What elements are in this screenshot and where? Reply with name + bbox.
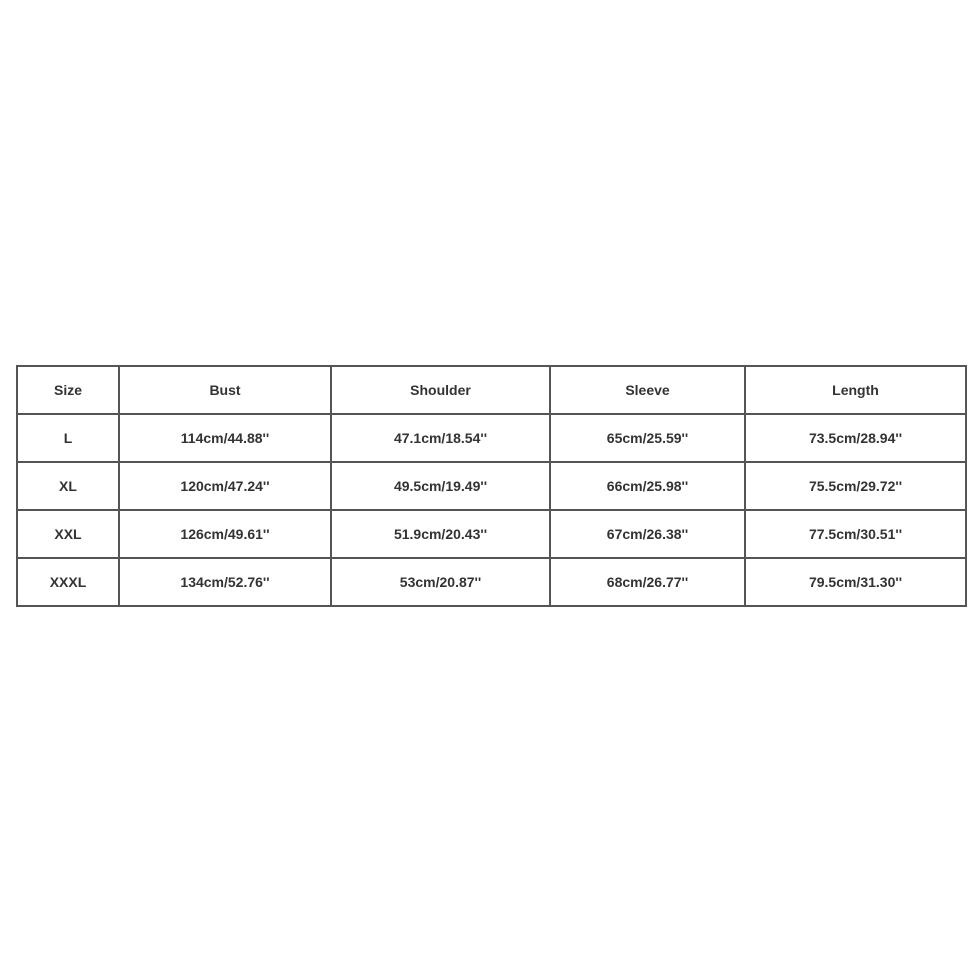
header-bust: Bust [119, 366, 331, 414]
table-row [17, 414, 966, 462]
shoulder-cell: 49.5cm/19.49'' [331, 462, 550, 510]
size-cell: XXL [17, 510, 119, 558]
header-sleeve: Sleeve [550, 366, 745, 414]
table-row [17, 462, 966, 510]
table-row [17, 510, 966, 558]
length-cell: 77.5cm/30.51'' [745, 510, 966, 558]
header-shoulder: Shoulder [331, 366, 550, 414]
size-cell: XL [17, 462, 119, 510]
sleeve-cell: 68cm/26.77'' [550, 558, 745, 606]
bust-cell: 114cm/44.88'' [119, 414, 331, 462]
length-cell: 75.5cm/29.72'' [745, 462, 966, 510]
sleeve-cell: 66cm/25.98'' [550, 462, 745, 510]
sleeve-cell: 65cm/25.59'' [550, 414, 745, 462]
header-size: Size [17, 366, 119, 414]
bust-cell: 126cm/49.61'' [119, 510, 331, 558]
shoulder-cell: 53cm/20.87'' [331, 558, 550, 606]
bust-cell: 120cm/47.24'' [119, 462, 331, 510]
bust-cell: 134cm/52.76'' [119, 558, 331, 606]
header-length: Length [745, 366, 966, 414]
size-cell: XXXL [17, 558, 119, 606]
shoulder-cell: 47.1cm/18.54'' [331, 414, 550, 462]
shoulder-cell: 51.9cm/20.43'' [331, 510, 550, 558]
table-header-row [17, 366, 966, 414]
sleeve-cell: 67cm/26.38'' [550, 510, 745, 558]
table-row [17, 558, 966, 606]
length-cell: 73.5cm/28.94'' [745, 414, 966, 462]
length-cell: 79.5cm/31.30'' [745, 558, 966, 606]
size-cell: L [17, 414, 119, 462]
size-chart-table [16, 365, 967, 607]
